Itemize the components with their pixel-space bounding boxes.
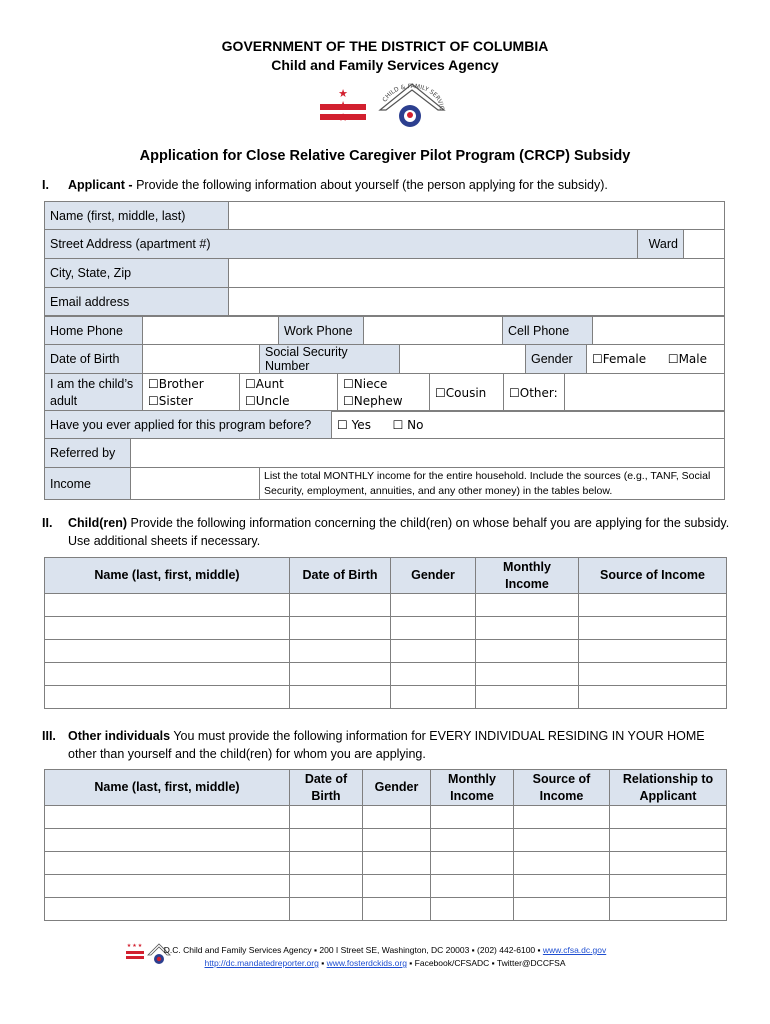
table-cell-input[interactable] [290,686,391,709]
table-row [45,594,727,617]
col-header-dob: Date of Birth [290,558,391,594]
section-1-heading: I. Applicant - Provide the following information about yourself (the person applying for the subsidy). [42,178,608,192]
table-cell-input[interactable] [431,875,514,898]
table-cell-input[interactable] [45,686,290,709]
gender-options [587,345,725,374]
no-checkbox[interactable]: ☐ No [392,417,424,432]
table-cell-input[interactable] [45,875,290,898]
table-cell-input[interactable] [514,806,610,829]
agency-name: GOVERNMENT OF THE DISTRICT OF COLUMBIA [221,38,549,54]
table-row [45,875,727,898]
applicant-table-dob [44,344,725,374]
aunt-checkbox[interactable]: ☐Aunt [245,376,284,391]
col-header-gender: Gender [363,770,431,806]
gender-label: Gender [526,345,587,374]
table-cell-input[interactable] [610,852,727,875]
table-row [45,663,727,686]
work-phone-input[interactable] [364,317,503,345]
other-input[interactable] [565,374,725,412]
male-checkbox[interactable]: ☐Male [667,352,707,366]
table-cell-input[interactable] [431,898,514,921]
aunt-uncle-options [240,374,338,412]
table-row [45,898,727,921]
city-label: City, State, Zip [45,259,229,288]
col-header-relationship: Relationship to Applicant [610,770,727,806]
applied-before-options [332,411,725,439]
ward-input[interactable] [684,230,725,259]
table-cell-input[interactable] [363,898,431,921]
brother-sister-options [143,374,240,412]
table-cell-input[interactable] [391,594,476,617]
table-cell-input[interactable] [45,829,290,852]
table-cell-input[interactable] [45,663,290,686]
table-cell-input[interactable] [579,617,727,640]
uncle-checkbox[interactable]: ☐Uncle [245,393,290,408]
brother-checkbox[interactable]: ☐Brother [148,376,204,391]
ssn-input[interactable] [400,345,526,374]
table-cell-input[interactable] [290,875,363,898]
footer-dc-flag-logo: ★★★ [126,943,144,963]
table-cell-input[interactable] [290,806,363,829]
city-input[interactable] [229,259,725,288]
footer-address: D.C. Child and Family Services Agency ▪ 200 I Street SE, Washington, DC 20003 ▪ (202) 442-6100 ▪ [163,945,543,955]
table-cell-input[interactable] [290,594,391,617]
table-cell-input[interactable] [45,594,290,617]
table-row [45,617,727,640]
table-cell-input[interactable] [290,663,391,686]
income-note: List the total MONTHLY income for the entire household. Include the sources (e.g., TANF, Social Security, employment, annuities, and any other money) in the tables below. [260,468,725,500]
table-cell-input[interactable] [610,898,727,921]
col-header-name: Name (last, first, middle) [45,558,290,594]
nephew-checkbox[interactable]: ☐Nephew [343,393,403,408]
table-cell-input[interactable] [514,875,610,898]
table-cell-input[interactable] [290,829,363,852]
cell-phone-label: Cell Phone [503,317,593,345]
home-phone-label: Home Phone [45,317,143,345]
table-cell-input[interactable] [45,806,290,829]
niece-nephew-options [338,374,430,412]
col-header-name: Name (last, first, middle) [45,770,290,806]
table-cell-input[interactable] [610,829,727,852]
income-label: Income [45,468,131,500]
flag-stars: ★ ★ ★ [338,88,354,124]
table-cell-input[interactable] [45,617,290,640]
table-cell-input[interactable] [45,852,290,875]
applicant-table-contact [44,201,725,316]
dob-input[interactable] [143,345,260,374]
ward-label: Ward [638,230,684,259]
table-cell-input[interactable] [431,806,514,829]
table-row [45,806,727,829]
relationship-label: I am the child’s adult [45,374,143,412]
table-cell-input[interactable] [363,875,431,898]
table-cell-input[interactable] [391,640,476,663]
applicant-table-relationship [44,373,725,412]
table-cell-input[interactable] [363,852,431,875]
table-cell-input[interactable] [290,852,363,875]
cfsa-seal-logo [374,80,450,128]
referred-by-input[interactable] [131,439,725,468]
table-row [45,852,727,875]
other-checkbox[interactable]: ☐Other: [504,374,565,412]
table-cell-input[interactable] [290,898,363,921]
dob-label: Date of Birth [45,345,143,374]
children-table [44,557,727,709]
female-checkbox[interactable]: ☐Female [592,352,647,366]
mandated-reporter-link[interactable]: http://dc.mandatedreporter.org [204,958,319,968]
applicant-table-phones [44,316,725,345]
yes-checkbox[interactable]: ☐ Yes [337,417,371,432]
table-cell-input[interactable] [476,686,579,709]
cell-phone-input[interactable] [593,317,725,345]
col-header-dob: Date of Birth [290,770,363,806]
foster-dc-kids-link[interactable]: www.fosterdckids.org [326,958,407,968]
applicant-table-income [44,438,725,500]
applicant-table-applied [44,410,725,439]
applied-before-label: Have you ever applied for this program before? [45,411,332,439]
table-cell-input[interactable] [391,686,476,709]
table-cell-input[interactable] [610,875,727,898]
table-cell-input[interactable] [290,617,391,640]
table-cell-input[interactable] [431,852,514,875]
name-label: Name (first, middle, last) [45,202,229,230]
footer-social: ▪ Facebook/CFSADC ▪ Twitter@DCCFSA [406,958,566,968]
name-input[interactable] [229,202,725,230]
seal-text: CHILD & FAMILY SERVIC [381,82,446,111]
table-cell-input[interactable] [363,829,431,852]
table-cell-input[interactable] [514,852,610,875]
table-cell-input[interactable] [391,663,476,686]
cfsa-website-link[interactable]: www.cfsa.dc.gov [542,945,607,955]
table-cell-input[interactable] [579,640,727,663]
table-cell-input[interactable] [45,898,290,921]
table-cell-input[interactable] [514,829,610,852]
agency-subname: Child and Family Services Agency [271,57,499,73]
table-cell-input[interactable] [290,640,391,663]
work-phone-label: Work Phone [279,317,364,345]
col-header-source-income: Source of Income [514,770,610,806]
table-cell-input[interactable] [363,806,431,829]
email-input[interactable] [229,288,725,316]
table-cell-input[interactable] [610,806,727,829]
sister-checkbox[interactable]: ☐Sister [148,393,193,408]
income-input[interactable] [131,468,260,500]
table-cell-input[interactable] [476,640,579,663]
col-header-monthly-income: Monthly Income [431,770,514,806]
section-2-heading: II. Child(ren) Provide the following information concerning the child(ren) on whose behalf you are applying for the subsidy. Use additional sheets if necessary. [42,516,730,548]
table-cell-input[interactable] [579,663,727,686]
table-cell-input[interactable] [391,617,476,640]
ssn-label: Social Security Number [260,345,400,374]
table-row [45,686,727,709]
col-header-gender: Gender [391,558,476,594]
footer-contact: D.C. Child and Family Services Agency ▪ 200 I Street SE, Washington, DC 20003 ▪ (202) 442-6100 ▪ www.cfsa.dc.gov http://dc.mandatedreporter.org ▪ www.fosterdckids.org ▪ Facebook/CFSADC ▪ Twitter@DCCFSA [163,945,607,968]
dc-flag-logo [320,88,366,124]
table-cell-input[interactable] [45,640,290,663]
niece-checkbox[interactable]: ☐Niece [343,376,388,391]
table-cell-input[interactable] [476,663,579,686]
col-header-monthly-income: Monthly Income [476,558,579,594]
col-header-source-income: Source of Income [579,558,727,594]
table-cell-input[interactable] [431,829,514,852]
other-individuals-table [44,769,727,921]
email-label: Email address [45,288,229,316]
cousin-checkbox[interactable]: ☐Cousin [430,374,504,412]
section-3-heading: III. Other individuals You must provide the following information for EVERY INDIVIDUAL RESIDING IN YOUR HOME other than yourself and the child(ren) for whom you are applying. [42,729,705,761]
table-cell-input[interactable] [514,898,610,921]
table-row [45,829,727,852]
referred-by-label: Referred by [45,439,131,468]
table-row [45,640,727,663]
street-label: Street Address (apartment #) [45,230,638,259]
form-title: Application for Close Relative Caregiver Pilot Program (CRCP) Subsidy [139,148,631,164]
home-phone-input[interactable] [143,317,279,345]
table-cell-input[interactable] [476,594,579,617]
table-cell-input[interactable] [579,594,727,617]
table-cell-input[interactable] [476,617,579,640]
table-cell-input[interactable] [579,686,727,709]
